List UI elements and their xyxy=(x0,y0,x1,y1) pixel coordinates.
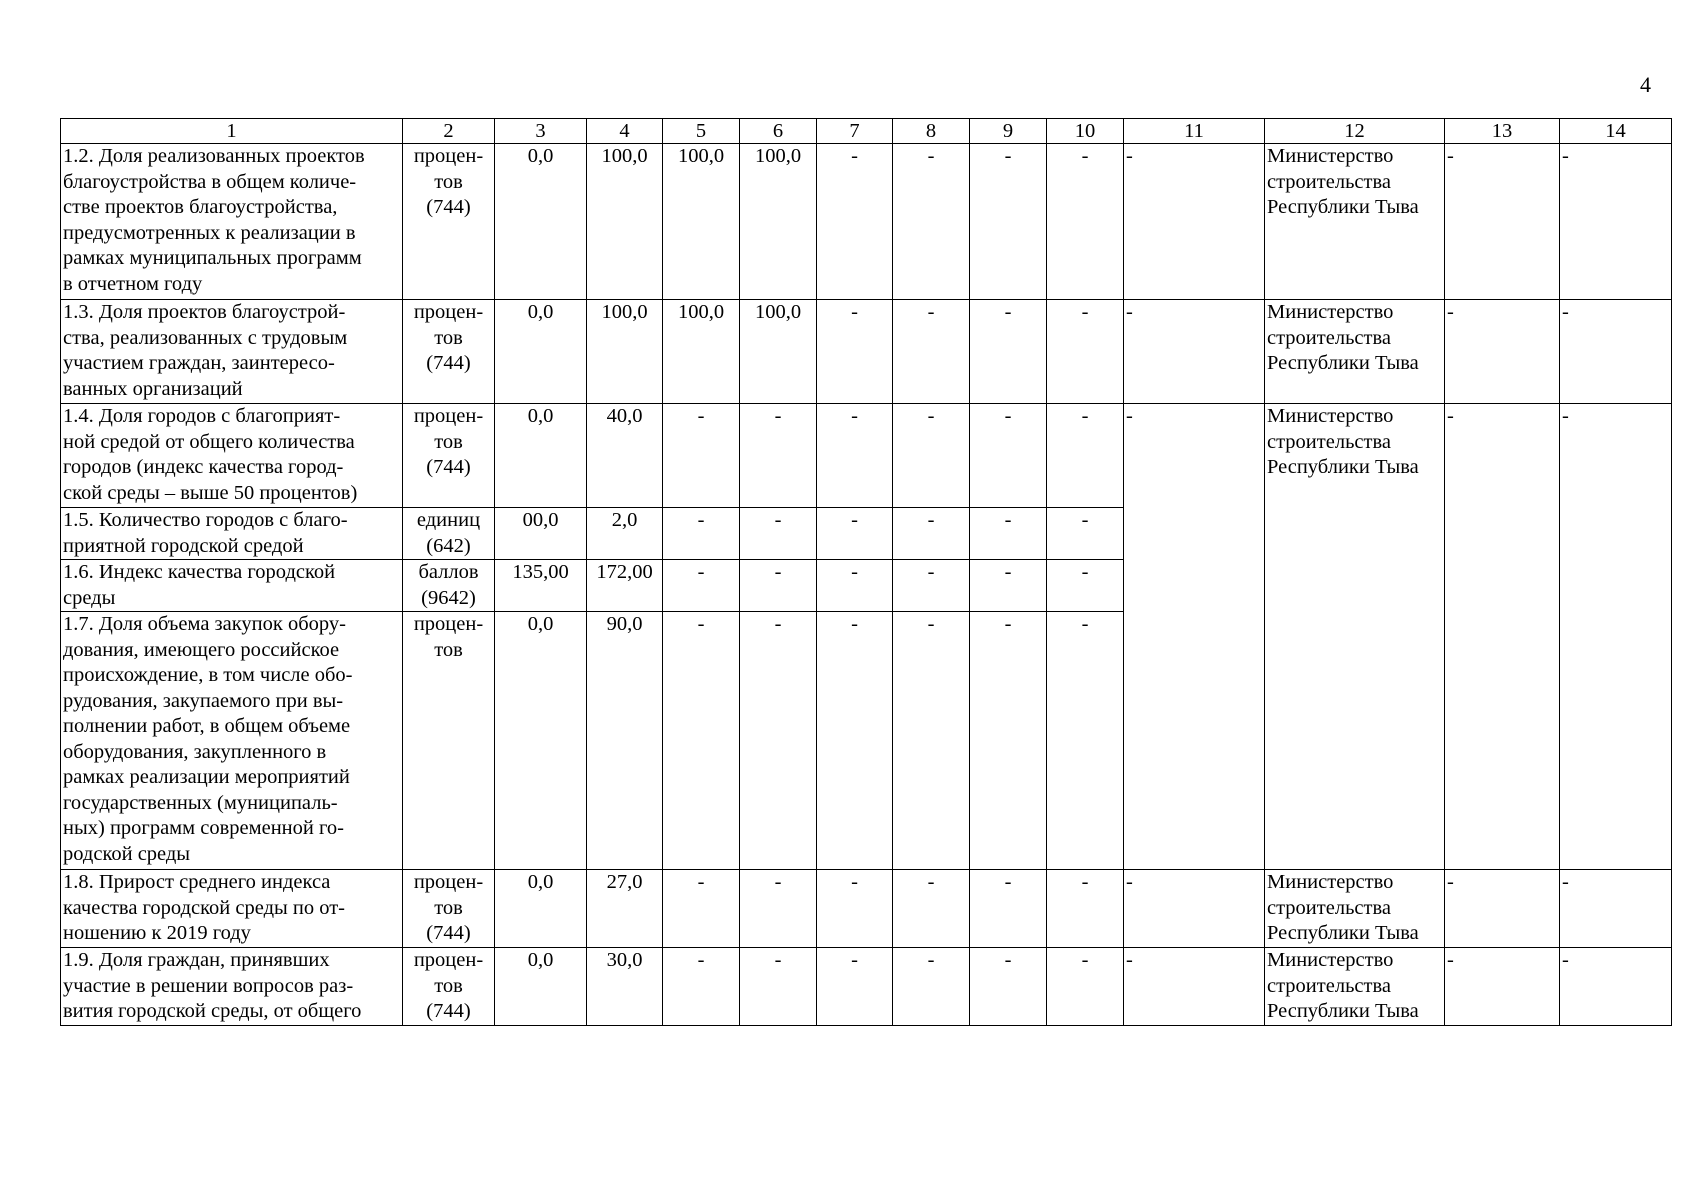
value-cell: - xyxy=(970,508,1047,560)
value-cell: - xyxy=(1560,948,1672,1026)
value-cell: 00,0 xyxy=(495,508,587,560)
value-cell: - xyxy=(893,560,970,612)
value-cell: 100,0 xyxy=(663,300,740,404)
value-cell: - xyxy=(1560,404,1672,870)
unit-cell: процен- тов xyxy=(403,612,495,870)
unit-cell: процен- тов (744) xyxy=(403,144,495,300)
responsible-cell: Министерство строительства Республики Тыва xyxy=(1265,870,1445,948)
value-cell: - xyxy=(1445,404,1560,870)
value-cell: - xyxy=(893,870,970,948)
value-cell: - xyxy=(663,612,740,870)
unit-cell: процен- тов (744) xyxy=(403,948,495,1026)
indicator-name: 1.2. Доля реализованных проектов благоустройства в общем количе- стве проектов благоустройства, предусмотренных к реализации в рамках муниципальных программ в отчетном году xyxy=(61,144,403,300)
value-cell: 40,0 xyxy=(587,404,663,508)
value-cell: 2,0 xyxy=(587,508,663,560)
table-row-1-4 xyxy=(61,404,1672,508)
value-cell: - xyxy=(740,948,817,1026)
table-row-1-2 xyxy=(61,144,1672,300)
value-cell: - xyxy=(1047,508,1124,560)
unit-cell: единиц (642) xyxy=(403,508,495,560)
header-cell: 2 xyxy=(403,119,495,144)
indicator-name: 1.9. Доля граждан, принявших участие в решении вопросов раз- вития городской среды, от общего xyxy=(61,948,403,1026)
responsible-cell: Министерство строительства Республики Тыва xyxy=(1265,404,1445,870)
header-cell: 6 xyxy=(740,119,817,144)
value-cell: - xyxy=(970,404,1047,508)
value-cell: - xyxy=(893,508,970,560)
header-cell: 9 xyxy=(970,119,1047,144)
value-cell: - xyxy=(1124,870,1265,948)
header-cell: 10 xyxy=(1047,119,1124,144)
value-cell: - xyxy=(817,560,893,612)
value-cell: - xyxy=(1047,404,1124,508)
value-cell: - xyxy=(1445,300,1560,404)
value-cell: 100,0 xyxy=(740,300,817,404)
value-cell: - xyxy=(893,144,970,300)
indicator-name: 1.8. Прирост среднего индекса качества городской среды по от- ношению к 2019 году xyxy=(61,870,403,948)
responsible-cell: Министерство строительства Республики Тыва xyxy=(1265,300,1445,404)
header-cell: 7 xyxy=(817,119,893,144)
page-number: 4 xyxy=(1640,72,1651,97)
value-cell: - xyxy=(893,612,970,870)
value-cell: 172,00 xyxy=(587,560,663,612)
value-cell: - xyxy=(663,404,740,508)
header-cell: 1 xyxy=(61,119,403,144)
value-cell: 27,0 xyxy=(587,870,663,948)
table-row-1-3 xyxy=(61,300,1672,404)
header-cell: 3 xyxy=(495,119,587,144)
value-cell: - xyxy=(1124,948,1265,1026)
value-cell: 0,0 xyxy=(495,612,587,870)
value-cell: - xyxy=(1445,948,1560,1026)
value-cell: - xyxy=(1445,144,1560,300)
responsible-cell: Министерство строительства Республики Тыва xyxy=(1265,948,1445,1026)
value-cell: - xyxy=(1124,404,1265,870)
value-cell: - xyxy=(1047,560,1124,612)
indicator-name: 1.6. Индекс качества городской среды xyxy=(61,560,403,612)
value-cell: - xyxy=(817,870,893,948)
value-cell: 0,0 xyxy=(495,144,587,300)
value-cell: 90,0 xyxy=(587,612,663,870)
unit-cell: баллов (9642) xyxy=(403,560,495,612)
value-cell: - xyxy=(817,144,893,300)
value-cell: - xyxy=(1124,300,1265,404)
value-cell: - xyxy=(663,870,740,948)
value-cell: - xyxy=(663,948,740,1026)
value-cell: - xyxy=(1445,870,1560,948)
value-cell: 0,0 xyxy=(495,300,587,404)
unit-cell: процен- тов (744) xyxy=(403,870,495,948)
value-cell: - xyxy=(740,404,817,508)
value-cell: - xyxy=(817,948,893,1026)
table-row-1-9 xyxy=(61,948,1672,1026)
header-cell: 12 xyxy=(1265,119,1445,144)
value-cell: 0,0 xyxy=(495,870,587,948)
column-number-header xyxy=(61,119,1672,144)
value-cell: 100,0 xyxy=(740,144,817,300)
value-cell: 135,00 xyxy=(495,560,587,612)
value-cell: - xyxy=(1124,144,1265,300)
value-cell: 0,0 xyxy=(495,948,587,1026)
indicator-name: 1.4. Доля городов с благоприят- ной средой от общего количества городов (индекс качества город- ской среды – выше 50 процентов) xyxy=(61,404,403,508)
value-cell: - xyxy=(817,404,893,508)
value-cell: - xyxy=(970,948,1047,1026)
value-cell: - xyxy=(1047,948,1124,1026)
value-cell: 100,0 xyxy=(663,144,740,300)
value-cell: - xyxy=(1047,300,1124,404)
value-cell: - xyxy=(970,560,1047,612)
value-cell: - xyxy=(970,300,1047,404)
unit-cell: процен- тов (744) xyxy=(403,404,495,508)
indicator-name: 1.7. Доля объема закупок обору- дования, имеющего российское происхождение, в том числе обо- рудования, закупаемого при вы- полнении работ, в общем объеме оборудования, закупленного в рамках реализации мероприятий государственных (муниципаль- ных) программ современной го- родской среды xyxy=(61,612,403,870)
value-cell: - xyxy=(1560,300,1672,404)
header-cell: 14 xyxy=(1560,119,1672,144)
value-cell: - xyxy=(1560,870,1672,948)
value-cell: - xyxy=(663,508,740,560)
value-cell: - xyxy=(817,508,893,560)
value-cell: - xyxy=(970,870,1047,948)
value-cell: 100,0 xyxy=(587,300,663,404)
value-cell: - xyxy=(1047,870,1124,948)
value-cell: 30,0 xyxy=(587,948,663,1026)
value-cell: - xyxy=(970,612,1047,870)
indicator-name: 1.3. Доля проектов благоустрой- ства, реализованных с трудовым участием граждан, заинтересо- ванных организаций xyxy=(61,300,403,404)
header-cell: 11 xyxy=(1124,119,1265,144)
value-cell: - xyxy=(740,560,817,612)
value-cell: 0,0 xyxy=(495,404,587,508)
header-cell: 13 xyxy=(1445,119,1560,144)
value-cell: - xyxy=(893,404,970,508)
value-cell: - xyxy=(817,612,893,870)
value-cell: 100,0 xyxy=(587,144,663,300)
value-cell: - xyxy=(817,300,893,404)
value-cell: - xyxy=(740,612,817,870)
value-cell: - xyxy=(1047,612,1124,870)
value-cell: - xyxy=(1047,144,1124,300)
unit-cell: процен- тов (744) xyxy=(403,300,495,404)
value-cell: - xyxy=(1560,144,1672,300)
value-cell: - xyxy=(740,508,817,560)
responsible-cell: Министерство строительства Республики Тыва xyxy=(1265,144,1445,300)
value-cell: - xyxy=(740,870,817,948)
value-cell: - xyxy=(893,300,970,404)
table-row-1-8 xyxy=(61,870,1672,948)
header-cell: 5 xyxy=(663,119,740,144)
indicators-table xyxy=(60,118,1672,1026)
value-cell: - xyxy=(970,144,1047,300)
value-cell: - xyxy=(663,560,740,612)
value-cell: - xyxy=(893,948,970,1026)
header-cell: 4 xyxy=(587,119,663,144)
indicator-name: 1.5. Количество городов с благо- приятной городской средой xyxy=(61,508,403,560)
header-cell: 8 xyxy=(893,119,970,144)
